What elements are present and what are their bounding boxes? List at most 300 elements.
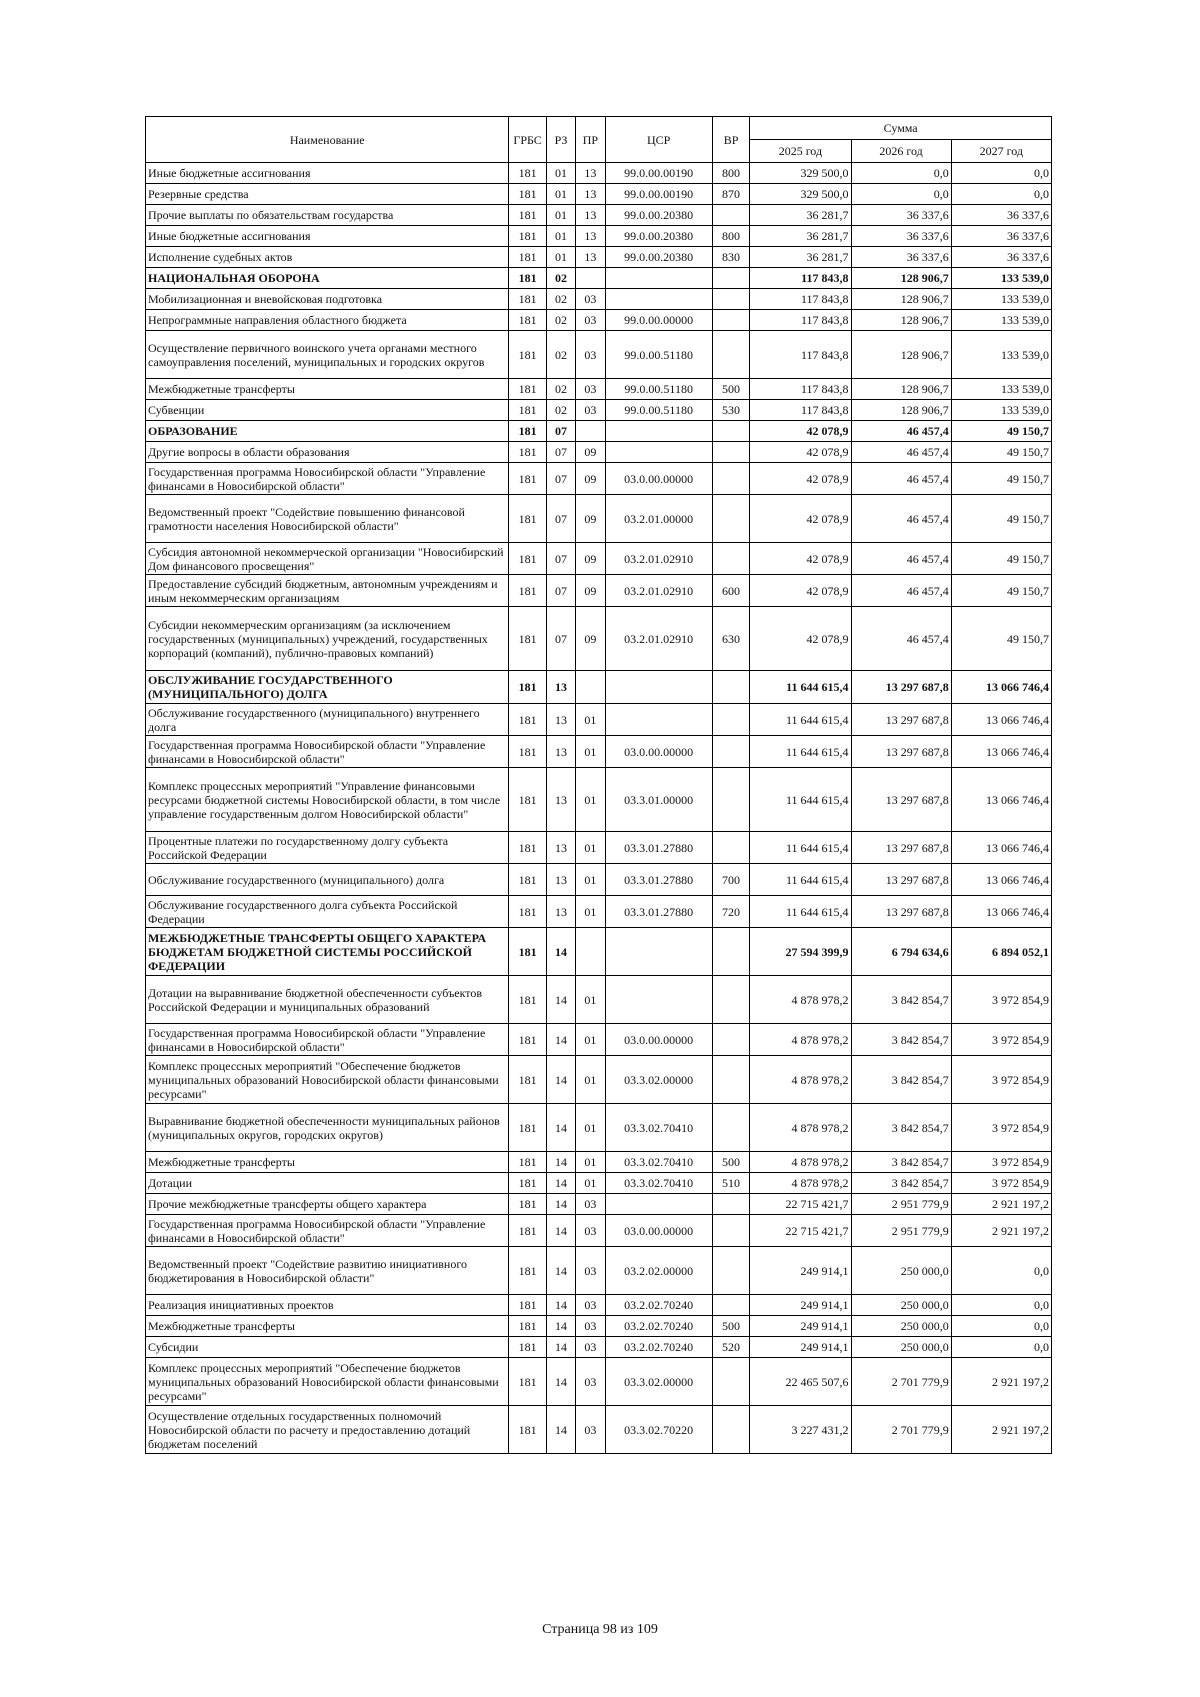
cell-grbs: 181 [509, 1194, 546, 1215]
header-sum: Сумма [750, 117, 1052, 140]
cell-csr: 99.0.00.51180 [605, 331, 712, 379]
cell-rz: 14 [546, 1024, 575, 1056]
cell-2027: 49 150,7 [951, 607, 1051, 671]
table-row [146, 976, 1052, 1024]
cell-grbs: 181 [509, 768, 546, 832]
cell-2025: 4 878 978,2 [750, 976, 851, 1024]
cell-2025: 3 227 431,2 [750, 1406, 851, 1454]
cell-2025: 11 644 615,4 [750, 832, 851, 864]
table-row [146, 1194, 1052, 1215]
cell-grbs: 181 [509, 421, 546, 442]
cell-csr: 03.2.01.02910 [605, 607, 712, 671]
table-row [146, 1337, 1052, 1358]
cell-grbs: 181 [509, 184, 546, 205]
cell-pr: 03 [576, 1215, 605, 1247]
cell-grbs: 181 [509, 1152, 546, 1173]
cell-name: Прочие межбюджетные трансферты общего характера [146, 1194, 509, 1215]
cell-2027: 2 921 197,2 [951, 1358, 1051, 1406]
cell-csr: 03.3.02.70410 [605, 1173, 712, 1194]
cell-rz: 13 [546, 671, 575, 704]
cell-name: Непрограммные направления областного бюджета [146, 310, 509, 331]
table-row [146, 463, 1052, 495]
cell-2025: 36 281,7 [750, 205, 851, 226]
cell-name: Субсидии [146, 1337, 509, 1358]
cell-2027: 0,0 [951, 1247, 1051, 1295]
cell-vr [712, 442, 749, 463]
cell-2025: 4 878 978,2 [750, 1173, 851, 1194]
cell-rz: 13 [546, 736, 575, 768]
cell-pr: 09 [576, 442, 605, 463]
cell-2026: 13 297 687,8 [851, 768, 951, 832]
cell-2027: 0,0 [951, 184, 1051, 205]
cell-rz: 01 [546, 184, 575, 205]
cell-2025: 329 500,0 [750, 163, 851, 184]
table-row [146, 1104, 1052, 1152]
cell-rz: 02 [546, 310, 575, 331]
cell-grbs: 181 [509, 442, 546, 463]
cell-2027: 36 337,6 [951, 205, 1051, 226]
cell-pr: 01 [576, 1152, 605, 1173]
cell-vr [712, 1024, 749, 1056]
cell-pr: 13 [576, 163, 605, 184]
cell-grbs: 181 [509, 1056, 546, 1104]
cell-pr: 01 [576, 832, 605, 864]
cell-2025: 11 644 615,4 [750, 864, 851, 896]
cell-vr [712, 331, 749, 379]
cell-name: Реализация инициативных проектов [146, 1295, 509, 1316]
cell-csr: 03.2.01.00000 [605, 495, 712, 543]
table-row [146, 832, 1052, 864]
table-row [146, 1152, 1052, 1173]
table-header [146, 117, 1052, 163]
cell-name: Государственная программа Новосибирской области "Управление финансами в Новосибирской области" [146, 1215, 509, 1247]
cell-vr [712, 543, 749, 575]
cell-vr [712, 1215, 749, 1247]
cell-2025: 117 843,8 [750, 400, 851, 421]
cell-csr: 03.2.02.00000 [605, 1247, 712, 1295]
cell-name: Мобилизационная и вневойсковая подготовка [146, 289, 509, 310]
cell-rz: 01 [546, 226, 575, 247]
cell-2027: 3 972 854,9 [951, 1173, 1051, 1194]
table-row [146, 1358, 1052, 1406]
cell-2026: 3 842 854,7 [851, 1173, 951, 1194]
header-grbs: ГРБС [509, 117, 546, 163]
cell-pr: 01 [576, 1173, 605, 1194]
header-rz: РЗ [546, 117, 575, 163]
cell-2026: 250 000,0 [851, 1247, 951, 1295]
cell-rz: 13 [546, 768, 575, 832]
cell-name: ОБРАЗОВАНИЕ [146, 421, 509, 442]
cell-pr: 09 [576, 463, 605, 495]
cell-2027: 0,0 [951, 1337, 1051, 1358]
cell-2025: 117 843,8 [750, 268, 851, 289]
cell-2026: 2 951 779,9 [851, 1215, 951, 1247]
table-row [146, 1295, 1052, 1316]
cell-2027: 2 921 197,2 [951, 1194, 1051, 1215]
cell-2027: 49 150,7 [951, 543, 1051, 575]
cell-2026: 128 906,7 [851, 379, 951, 400]
cell-2026: 46 457,4 [851, 421, 951, 442]
cell-name: Осуществление первичного воинского учета органами местного самоуправления поселений, муниципальных и городских округов [146, 331, 509, 379]
cell-grbs: 181 [509, 463, 546, 495]
cell-rz: 14 [546, 1194, 575, 1215]
table-row [146, 736, 1052, 768]
cell-vr [712, 928, 749, 976]
cell-vr [712, 1194, 749, 1215]
cell-name: Ведомственный проект "Содействие повышению финансовой грамотности населения Новосибирской области" [146, 495, 509, 543]
cell-2025: 4 878 978,2 [750, 1056, 851, 1104]
cell-pr: 09 [576, 607, 605, 671]
cell-2025: 249 914,1 [750, 1295, 851, 1316]
cell-grbs: 181 [509, 1358, 546, 1406]
cell-2025: 117 843,8 [750, 310, 851, 331]
cell-csr: 03.3.02.00000 [605, 1056, 712, 1104]
cell-vr [712, 289, 749, 310]
cell-csr: 99.0.00.00190 [605, 184, 712, 205]
cell-vr [712, 671, 749, 704]
header-year-2026: 2026 год [851, 140, 951, 163]
cell-csr: 03.0.00.00000 [605, 1215, 712, 1247]
cell-rz: 07 [546, 575, 575, 607]
cell-vr [712, 832, 749, 864]
cell-vr: 530 [712, 400, 749, 421]
cell-2025: 42 078,9 [750, 495, 851, 543]
cell-2025: 11 644 615,4 [750, 768, 851, 832]
cell-rz: 01 [546, 247, 575, 268]
cell-pr [576, 928, 605, 976]
table-row [146, 184, 1052, 205]
cell-2026: 13 297 687,8 [851, 704, 951, 736]
cell-2027: 3 972 854,9 [951, 976, 1051, 1024]
cell-pr: 03 [576, 1406, 605, 1454]
cell-2027: 13 066 746,4 [951, 704, 1051, 736]
cell-name: МЕЖБЮДЖЕТНЫЕ ТРАНСФЕРТЫ ОБЩЕГО ХАРАКТЕРА БЮДЖЕТАМ БЮДЖЕТНОЙ СИСТЕМЫ РОССИЙСКОЙ ФЕДЕРАЦИИ [146, 928, 509, 976]
cell-vr [712, 768, 749, 832]
cell-grbs: 181 [509, 671, 546, 704]
cell-2027: 13 066 746,4 [951, 864, 1051, 896]
cell-name: Обслуживание государственного (муниципального) долга [146, 864, 509, 896]
cell-2027: 133 539,0 [951, 400, 1051, 421]
cell-pr: 09 [576, 543, 605, 575]
table-row [146, 704, 1052, 736]
header-year-2027: 2027 год [951, 140, 1051, 163]
cell-2027: 6 894 052,1 [951, 928, 1051, 976]
cell-2026: 2 701 779,9 [851, 1406, 951, 1454]
cell-grbs: 181 [509, 205, 546, 226]
table-body [146, 163, 1052, 1454]
cell-2026: 13 297 687,8 [851, 832, 951, 864]
cell-grbs: 181 [509, 736, 546, 768]
cell-grbs: 181 [509, 1247, 546, 1295]
cell-csr: 03.3.01.27880 [605, 864, 712, 896]
cell-2026: 250 000,0 [851, 1337, 951, 1358]
cell-grbs: 181 [509, 607, 546, 671]
cell-grbs: 181 [509, 247, 546, 268]
cell-pr: 01 [576, 896, 605, 928]
cell-csr: 03.0.00.00000 [605, 1024, 712, 1056]
cell-csr: 99.0.00.00000 [605, 310, 712, 331]
cell-vr [712, 268, 749, 289]
cell-rz: 14 [546, 928, 575, 976]
table-row [146, 575, 1052, 607]
cell-2027: 133 539,0 [951, 289, 1051, 310]
cell-2025: 249 914,1 [750, 1337, 851, 1358]
cell-grbs: 181 [509, 1337, 546, 1358]
cell-grbs: 181 [509, 1316, 546, 1337]
cell-2026: 46 457,4 [851, 442, 951, 463]
cell-vr: 630 [712, 607, 749, 671]
cell-rz: 14 [546, 976, 575, 1024]
cell-pr: 01 [576, 1056, 605, 1104]
cell-pr: 03 [576, 379, 605, 400]
cell-pr: 03 [576, 1295, 605, 1316]
cell-grbs: 181 [509, 704, 546, 736]
cell-name: Субвенции [146, 400, 509, 421]
cell-rz: 07 [546, 543, 575, 575]
cell-pr: 03 [576, 331, 605, 379]
page-number: Страница 98 из 109 [542, 1622, 658, 1637]
cell-2026: 128 906,7 [851, 289, 951, 310]
cell-grbs: 181 [509, 1215, 546, 1247]
cell-rz: 02 [546, 379, 575, 400]
cell-pr: 01 [576, 1024, 605, 1056]
cell-csr: 99.0.00.51180 [605, 400, 712, 421]
cell-csr: 99.0.00.20380 [605, 205, 712, 226]
cell-2026: 128 906,7 [851, 400, 951, 421]
cell-pr [576, 671, 605, 704]
cell-rz: 01 [546, 163, 575, 184]
cell-2025: 27 594 399,9 [750, 928, 851, 976]
cell-rz: 07 [546, 607, 575, 671]
cell-vr: 520 [712, 1337, 749, 1358]
cell-vr: 870 [712, 184, 749, 205]
cell-pr: 03 [576, 1337, 605, 1358]
cell-rz: 01 [546, 205, 575, 226]
cell-2025: 249 914,1 [750, 1247, 851, 1295]
cell-2025: 22 715 421,7 [750, 1194, 851, 1215]
cell-2025: 117 843,8 [750, 379, 851, 400]
cell-name: Иные бюджетные ассигнования [146, 163, 509, 184]
cell-2025: 329 500,0 [750, 184, 851, 205]
cell-2025: 42 078,9 [750, 463, 851, 495]
cell-pr: 01 [576, 1104, 605, 1152]
cell-vr: 500 [712, 1152, 749, 1173]
cell-rz: 07 [546, 463, 575, 495]
cell-pr: 13 [576, 205, 605, 226]
cell-2027: 13 066 746,4 [951, 896, 1051, 928]
header-year-2025: 2025 год [750, 140, 851, 163]
cell-vr: 510 [712, 1173, 749, 1194]
cell-2026: 46 457,4 [851, 463, 951, 495]
cell-vr: 700 [712, 864, 749, 896]
cell-2027: 3 972 854,9 [951, 1024, 1051, 1056]
cell-csr: 03.3.02.00000 [605, 1358, 712, 1406]
cell-2027: 36 337,6 [951, 226, 1051, 247]
cell-name: Обслуживание государственного долга субъекта Российской Федерации [146, 896, 509, 928]
cell-name: Ведомственный проект "Содействие развитию инициативного бюджетирования в Новосибирской области" [146, 1247, 509, 1295]
header-name: Наименование [146, 117, 509, 163]
cell-2027: 49 150,7 [951, 421, 1051, 442]
cell-2025: 4 878 978,2 [750, 1024, 851, 1056]
cell-vr [712, 1295, 749, 1316]
cell-2027: 2 921 197,2 [951, 1215, 1051, 1247]
cell-grbs: 181 [509, 1024, 546, 1056]
cell-grbs: 181 [509, 495, 546, 543]
cell-name: ОБСЛУЖИВАНИЕ ГОСУДАРСТВЕННОГО (МУНИЦИПАЛЬНОГО) ДОЛГА [146, 671, 509, 704]
cell-vr [712, 421, 749, 442]
cell-vr [712, 976, 749, 1024]
cell-name: Государственная программа Новосибирской области "Управление финансами в Новосибирской области" [146, 736, 509, 768]
cell-pr: 09 [576, 495, 605, 543]
cell-rz: 02 [546, 289, 575, 310]
cell-grbs: 181 [509, 289, 546, 310]
cell-2026: 46 457,4 [851, 607, 951, 671]
cell-csr: 03.2.01.02910 [605, 543, 712, 575]
cell-grbs: 181 [509, 832, 546, 864]
cell-rz: 14 [546, 1358, 575, 1406]
cell-csr: 03.3.02.70410 [605, 1152, 712, 1173]
table-row [146, 1247, 1052, 1295]
table-row [146, 1406, 1052, 1454]
cell-2027: 49 150,7 [951, 495, 1051, 543]
cell-2025: 117 843,8 [750, 331, 851, 379]
cell-2026: 0,0 [851, 184, 951, 205]
cell-vr: 500 [712, 1316, 749, 1337]
cell-pr: 03 [576, 289, 605, 310]
cell-grbs: 181 [509, 163, 546, 184]
cell-grbs: 181 [509, 575, 546, 607]
cell-rz: 14 [546, 1247, 575, 1295]
cell-grbs: 181 [509, 268, 546, 289]
cell-csr: 03.0.00.00000 [605, 736, 712, 768]
cell-2025: 11 644 615,4 [750, 896, 851, 928]
cell-2025: 4 878 978,2 [750, 1104, 851, 1152]
table-row [146, 543, 1052, 575]
cell-2026: 46 457,4 [851, 495, 951, 543]
cell-pr: 03 [576, 1316, 605, 1337]
cell-rz: 02 [546, 331, 575, 379]
cell-2027: 13 066 746,4 [951, 832, 1051, 864]
cell-pr: 03 [576, 400, 605, 421]
cell-2025: 36 281,7 [750, 247, 851, 268]
cell-grbs: 181 [509, 928, 546, 976]
cell-name: Межбюджетные трансферты [146, 1152, 509, 1173]
cell-csr [605, 976, 712, 1024]
cell-rz: 07 [546, 495, 575, 543]
cell-csr [605, 928, 712, 976]
cell-2026: 250 000,0 [851, 1295, 951, 1316]
cell-vr: 800 [712, 226, 749, 247]
cell-grbs: 181 [509, 1173, 546, 1194]
cell-grbs: 181 [509, 1295, 546, 1316]
cell-csr: 03.2.01.02910 [605, 575, 712, 607]
cell-2027: 3 972 854,9 [951, 1056, 1051, 1104]
cell-2025: 42 078,9 [750, 442, 851, 463]
cell-2027: 133 539,0 [951, 310, 1051, 331]
cell-2026: 13 297 687,8 [851, 671, 951, 704]
cell-csr [605, 289, 712, 310]
table-row [146, 607, 1052, 671]
table-row [146, 421, 1052, 442]
cell-csr: 03.3.02.70410 [605, 1104, 712, 1152]
table-row [146, 671, 1052, 704]
table-row [146, 226, 1052, 247]
table-row [146, 442, 1052, 463]
cell-grbs: 181 [509, 310, 546, 331]
cell-2025: 42 078,9 [750, 543, 851, 575]
cell-2025: 42 078,9 [750, 575, 851, 607]
table-row [146, 928, 1052, 976]
cell-grbs: 181 [509, 543, 546, 575]
cell-rz: 13 [546, 864, 575, 896]
cell-rz: 13 [546, 704, 575, 736]
cell-vr [712, 704, 749, 736]
cell-rz: 02 [546, 400, 575, 421]
cell-2025: 42 078,9 [750, 607, 851, 671]
cell-csr: 03.3.01.00000 [605, 768, 712, 832]
table-row [146, 768, 1052, 832]
cell-rz: 13 [546, 896, 575, 928]
cell-vr [712, 495, 749, 543]
cell-vr [712, 463, 749, 495]
cell-2026: 13 297 687,8 [851, 896, 951, 928]
cell-grbs: 181 [509, 864, 546, 896]
cell-csr [605, 442, 712, 463]
cell-pr: 13 [576, 226, 605, 247]
cell-name: Резервные средства [146, 184, 509, 205]
cell-2026: 36 337,6 [851, 226, 951, 247]
cell-vr: 800 [712, 163, 749, 184]
table-row [146, 379, 1052, 400]
cell-vr [712, 1358, 749, 1406]
cell-vr: 720 [712, 896, 749, 928]
table-row [146, 247, 1052, 268]
cell-name: Государственная программа Новосибирской области "Управление финансами в Новосибирской области" [146, 463, 509, 495]
cell-rz: 14 [546, 1056, 575, 1104]
cell-name: Субсидия автономной некоммерческой организации "Новосибирский Дом финансового просвещения" [146, 543, 509, 575]
budget-table [145, 116, 1052, 1454]
cell-name: Межбюджетные трансферты [146, 379, 509, 400]
table-row [146, 1316, 1052, 1337]
cell-csr [605, 1194, 712, 1215]
cell-2025: 22 465 507,6 [750, 1358, 851, 1406]
cell-2027: 49 150,7 [951, 463, 1051, 495]
header-vr: ВР [712, 117, 749, 163]
cell-vr [712, 310, 749, 331]
cell-2026: 250 000,0 [851, 1316, 951, 1337]
cell-name: Межбюджетные трансферты [146, 1316, 509, 1337]
cell-vr [712, 1104, 749, 1152]
cell-2027: 13 066 746,4 [951, 768, 1051, 832]
cell-rz: 14 [546, 1316, 575, 1337]
cell-pr [576, 268, 605, 289]
cell-grbs: 181 [509, 1104, 546, 1152]
cell-2027: 0,0 [951, 163, 1051, 184]
cell-pr: 01 [576, 704, 605, 736]
cell-2025: 42 078,9 [750, 421, 851, 442]
cell-csr: 03.3.01.27880 [605, 896, 712, 928]
cell-2027: 133 539,0 [951, 379, 1051, 400]
cell-2026: 3 842 854,7 [851, 1056, 951, 1104]
cell-name: Иные бюджетные ассигнования [146, 226, 509, 247]
cell-2026: 36 337,6 [851, 205, 951, 226]
cell-pr: 03 [576, 1247, 605, 1295]
cell-grbs: 181 [509, 1406, 546, 1454]
cell-rz: 02 [546, 268, 575, 289]
cell-2026: 128 906,7 [851, 268, 951, 289]
cell-rz: 14 [546, 1406, 575, 1454]
table-row [146, 896, 1052, 928]
